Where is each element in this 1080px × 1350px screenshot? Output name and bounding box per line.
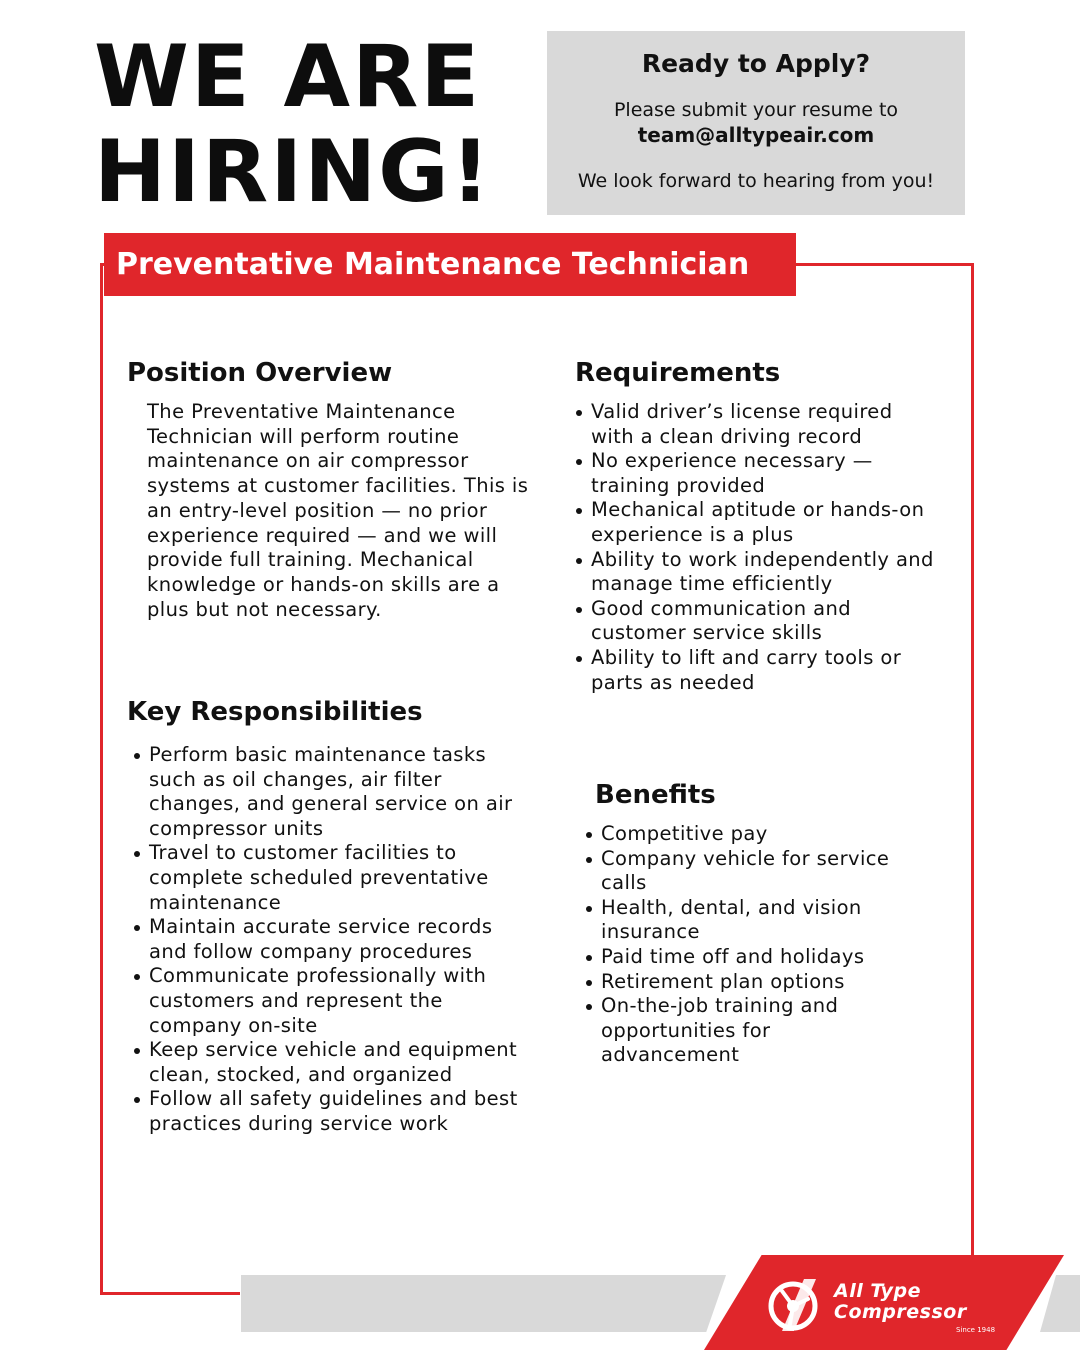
requirement-item-text: Mechanical aptitude or hands-on	[591, 498, 925, 522]
benefit-item-text: Company vehicle for service	[601, 846, 890, 870]
hiring-headline	[94, 27, 492, 222]
requirement-item-text: experience is a plus	[591, 522, 794, 546]
requirement-item-text: Ability to work independently and	[591, 547, 934, 571]
overview-line: experience required — and we will	[147, 523, 498, 547]
benefit-item-text: Health, dental, and vision	[601, 895, 862, 919]
responsibility-item-text: Travel to customer facilities to	[149, 841, 457, 865]
hiring-headline-line2: HIRING!	[94, 122, 492, 222]
responsibilities-heading: Key Responsibilities	[127, 697, 423, 727]
requirement-item	[573, 548, 968, 597]
benefit-item-text: insurance	[601, 920, 700, 944]
responsibility-item-text: complete scheduled preventative	[149, 865, 489, 889]
benefit-item-text: Paid time off and holidays	[601, 944, 865, 968]
responsibility-item-text: Communicate professionally with	[149, 964, 487, 988]
apply-closing: We look forward to hearing from you!	[577, 170, 935, 192]
responsibility-item-text: Follow all safety guidelines and best	[149, 1087, 518, 1111]
responsibilities-list	[131, 743, 551, 1137]
apply-email: team@alltypeair.com	[637, 123, 875, 147]
overview-line: knowledge or hands-on skills are a	[147, 572, 500, 596]
benefit-item-text: Retirement plan options	[601, 969, 845, 993]
overview-line: provide full training. Mechanical	[147, 548, 474, 572]
responsibility-item-text: practices during service work	[149, 1111, 449, 1135]
benefit-item	[583, 945, 943, 970]
benefit-item	[583, 822, 943, 847]
benefit-item	[583, 896, 943, 945]
apply-instructions: Please submit your resume to	[613, 99, 899, 121]
overview-line: plus but not necessary.	[147, 597, 382, 621]
requirements-heading: Requirements	[575, 358, 781, 388]
responsibility-item-text: maintenance	[149, 890, 282, 914]
logo-since: Since 1948	[956, 1326, 996, 1334]
responsibility-item-text: clean, stocked, and organized	[149, 1062, 453, 1086]
responsibility-item	[131, 743, 551, 841]
overview-line: an entry-level position — no prior	[147, 498, 488, 522]
overview-paragraph	[147, 400, 557, 622]
benefits-list	[583, 822, 943, 1068]
requirement-item-text: customer service skills	[591, 621, 823, 645]
overview-line: systems at customer facilities. This is	[147, 474, 529, 498]
requirements-list	[573, 400, 968, 695]
responsibility-item-text: changes, and general service on air	[149, 792, 513, 816]
benefit-item-text: advancement	[601, 1043, 740, 1067]
benefit-item-text: Competitive pay	[601, 822, 768, 845]
requirement-item	[573, 449, 968, 498]
responsibility-item	[131, 964, 551, 1038]
overview-line: maintenance on air compressor	[147, 449, 469, 473]
responsibility-item-text: such as oil changes, air filter	[149, 767, 442, 791]
hiring-headline-line1: WE ARE	[94, 27, 482, 127]
requirement-item-text: training provided	[591, 473, 766, 497]
benefit-item-text: calls	[601, 871, 647, 895]
apply-title: Ready to Apply?	[641, 49, 871, 78]
benefit-item	[583, 994, 943, 1068]
apply-panel	[547, 31, 965, 215]
requirement-item-text: parts as needed	[591, 670, 755, 694]
logo-wordmark-line1: All Type	[834, 1280, 922, 1302]
requirement-item-text: manage time efficiently	[591, 572, 833, 596]
requirement-item-text: with a clean driving record	[591, 424, 863, 448]
responsibility-item-text: company on-site	[149, 1013, 318, 1037]
responsibility-item-text: Perform basic maintenance tasks	[149, 743, 487, 766]
responsibility-item-text: compressor units	[149, 816, 324, 840]
responsibility-item-text: Keep service vehicle and equipment	[149, 1038, 518, 1062]
responsibility-item-text: Maintain accurate service records	[149, 915, 493, 939]
overview-line: Technician will perform routine	[147, 424, 460, 448]
job-title-banner: Preventative Maintenance Technician	[104, 233, 796, 296]
overview-heading: Position Overview	[127, 358, 393, 388]
logo-wordmark-line2: Compressor	[834, 1301, 967, 1323]
benefit-item-text: opportunities for	[601, 1018, 771, 1042]
benefits-heading: Benefits	[595, 780, 716, 810]
requirement-item	[573, 597, 968, 646]
benefit-item	[583, 970, 943, 995]
responsibility-item	[131, 1038, 551, 1087]
requirement-item-text: Valid driver’s license required	[591, 400, 893, 423]
responsibility-item-text: customers and represent the	[149, 988, 443, 1012]
responsibility-item	[131, 915, 551, 964]
overview-line: The Preventative Maintenance	[147, 400, 456, 423]
requirement-item	[573, 400, 968, 449]
requirement-item	[573, 646, 968, 695]
responsibility-item-text: and follow company procedures	[149, 939, 473, 963]
requirement-item	[573, 498, 968, 547]
footer-grey-band	[241, 1275, 741, 1332]
benefit-item-text: On-the-job training and	[601, 994, 839, 1018]
benefit-item	[583, 847, 943, 896]
responsibility-item	[131, 1087, 551, 1136]
requirement-item-text: Ability to lift and carry tools or	[591, 645, 902, 669]
logo-wordmark	[834, 1281, 967, 1323]
responsibility-item	[131, 841, 551, 915]
requirement-item-text: No experience necessary —	[591, 449, 873, 473]
requirement-item-text: Good communication and	[591, 596, 852, 620]
compressor-logo-icon	[764, 1275, 822, 1333]
